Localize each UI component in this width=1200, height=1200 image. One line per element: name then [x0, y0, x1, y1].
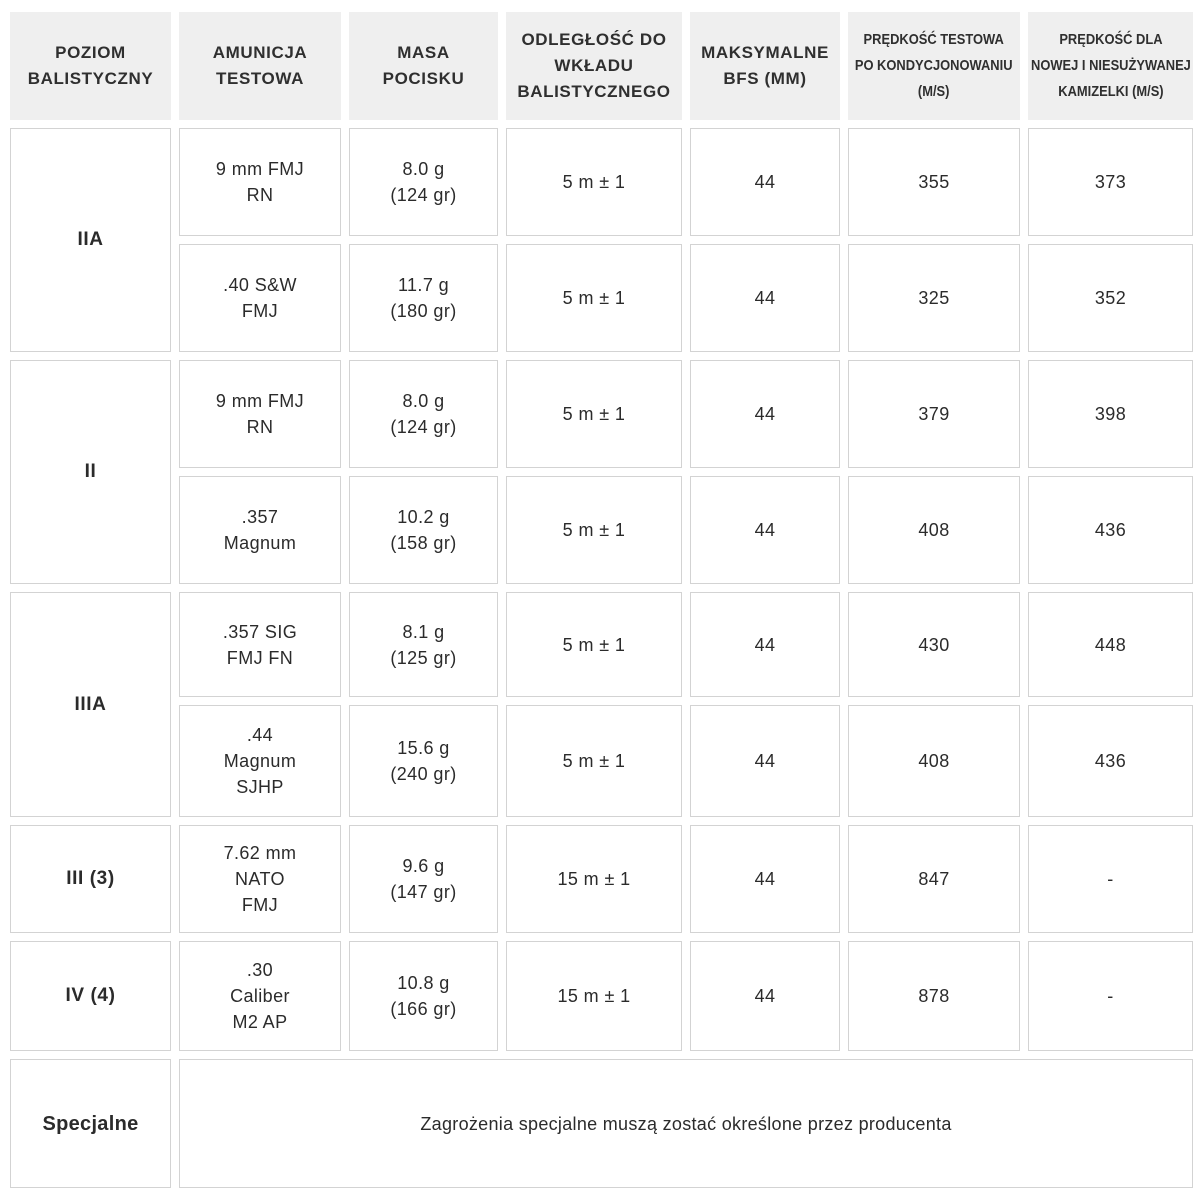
special-note-cell: Zagrożenia specjalne muszą zostać określone przez producenta — [179, 1059, 1193, 1188]
header-velocity-conditioned-line: (M/S) — [918, 83, 950, 100]
ammo-line: FMJ — [241, 301, 279, 321]
ammo-line: .40 S&W — [223, 275, 297, 295]
mass-line: (147 gr) — [390, 882, 457, 902]
mass-line: (158 gr) — [390, 533, 457, 553]
mass-line: (125 gr) — [390, 647, 457, 668]
ammo-line: 9 mm FMJ — [215, 391, 305, 411]
ammo-line: Magnum — [223, 751, 297, 771]
header-ballistic-level-line: BALISTYCZNY — [27, 69, 154, 88]
level-cell: IIIA — [10, 592, 171, 817]
mass-line: 8.0 g — [402, 391, 445, 411]
header-max-bfs — [690, 12, 840, 120]
header-ballistic-level — [10, 12, 171, 120]
mass-line: 10.2 g — [397, 507, 450, 527]
mass-lines — [390, 853, 456, 905]
mass-cell — [349, 705, 498, 817]
mass-line: 8.0 g — [402, 159, 445, 179]
ammo-line: .357 SIG — [222, 621, 298, 642]
distance-cell: 5 m ± 1 — [506, 592, 682, 697]
mass-lines — [390, 619, 456, 671]
distance-cell: 5 m ± 1 — [506, 360, 682, 468]
velocity-conditioned-cell: 325 — [848, 244, 1020, 352]
level-cell: IV (4) — [10, 941, 171, 1051]
bfs-cell: 44 — [690, 825, 840, 933]
velocity-conditioned-cell: 408 — [848, 476, 1020, 584]
velocity-conditioned-cell: 878 — [848, 941, 1020, 1051]
ammo-line: .30 — [246, 960, 274, 980]
bfs-cell: 44 — [690, 941, 840, 1051]
velocity-new-cell: 448 — [1028, 592, 1193, 697]
ammo-cell — [179, 941, 341, 1051]
special-level-cell: Specjalne — [10, 1059, 171, 1188]
ammo-cell — [179, 128, 341, 236]
mass-lines — [390, 970, 456, 1022]
distance-cell: 15 m ± 1 — [506, 941, 682, 1051]
header-velocity-new-vest-line: KAMIZELKI (M/S) — [1057, 83, 1164, 100]
header-velocity-conditioned-lines — [842, 27, 1025, 105]
ammo-line: 7.62 mm — [223, 843, 297, 863]
mass-line: 8.1 g — [402, 621, 445, 642]
ammo-cell — [179, 825, 341, 933]
header-test-ammunition-line: AMUNICJA — [212, 43, 308, 62]
header-distance-to-panel-line: BALISTYCZNEGO — [517, 82, 671, 101]
header-distance-to-panel-line: ODLEGŁOŚĆ DO — [521, 30, 667, 49]
header-ballistic-level-lines — [28, 40, 154, 92]
mass-line: (124 gr) — [390, 417, 457, 437]
mass-cell — [349, 941, 498, 1051]
ammo-cell — [179, 476, 341, 584]
velocity-conditioned-cell: 355 — [848, 128, 1020, 236]
ammo-lines — [223, 619, 297, 671]
ammo-lines — [216, 388, 304, 440]
distance-cell: 5 m ± 1 — [506, 244, 682, 352]
mass-line: (124 gr) — [390, 185, 457, 205]
header-test-ammunition-lines — [213, 40, 308, 92]
ammo-lines — [224, 840, 297, 918]
distance-cell: 5 m ± 1 — [506, 128, 682, 236]
header-bullet-mass-lines — [383, 40, 465, 92]
header-velocity-conditioned-line: PO KONDYCJONOWANIU — [855, 57, 1013, 74]
header-bullet-mass — [349, 12, 498, 120]
ammo-line: RN — [246, 417, 274, 437]
ammo-cell — [179, 244, 341, 352]
velocity-new-cell: 352 — [1028, 244, 1193, 352]
mass-cell — [349, 592, 498, 697]
ammo-line: Magnum — [223, 533, 297, 553]
mass-lines — [390, 156, 456, 208]
bfs-cell: 44 — [690, 244, 840, 352]
header-bullet-mass-line: POCISKU — [382, 69, 465, 88]
velocity-conditioned-cell: 379 — [848, 360, 1020, 468]
mass-line: 11.7 g — [397, 275, 450, 295]
ammo-cell — [179, 360, 341, 468]
ammo-cell — [179, 592, 341, 697]
velocity-new-cell: 436 — [1028, 476, 1193, 584]
level-cell: IIA — [10, 128, 171, 352]
bfs-cell: 44 — [690, 360, 840, 468]
mass-lines — [390, 504, 456, 556]
mass-lines — [390, 388, 456, 440]
header-velocity-new-vest-line: NOWEJ I NIESUŻYWANEJ — [1030, 57, 1191, 74]
distance-cell: 15 m ± 1 — [506, 825, 682, 933]
mass-lines — [390, 735, 456, 787]
header-distance-to-panel-line: WKŁADU — [554, 56, 634, 75]
velocity-conditioned-cell: 408 — [848, 705, 1020, 817]
header-velocity-new-vest-line: PRĘDKOŚĆ DLA — [1058, 31, 1163, 48]
mass-cell — [349, 128, 498, 236]
distance-cell: 5 m ± 1 — [506, 476, 682, 584]
header-bullet-mass-line: MASA — [397, 43, 450, 62]
mass-cell — [349, 360, 498, 468]
ammo-line: Caliber — [230, 986, 290, 1006]
header-test-ammunition-line: TESTOWA — [216, 69, 304, 88]
ammo-line: 9 mm FMJ — [215, 159, 305, 179]
ammo-line: .357 — [241, 507, 279, 527]
mass-line: (166 gr) — [390, 999, 457, 1019]
bfs-cell: 44 — [690, 128, 840, 236]
ballistic-levels-table — [10, 12, 1193, 1188]
velocity-new-cell: 398 — [1028, 360, 1193, 468]
header-max-bfs-line: MAKSYMALNE — [701, 43, 829, 62]
mass-line: (240 gr) — [390, 764, 457, 784]
header-max-bfs-lines — [701, 40, 829, 92]
ammo-line: FMJ FN — [226, 647, 294, 668]
header-test-ammunition — [179, 12, 341, 120]
ammo-lines — [230, 957, 290, 1035]
mass-cell — [349, 244, 498, 352]
header-distance-to-panel-lines — [517, 27, 670, 105]
mass-lines — [390, 272, 456, 324]
ammo-lines — [224, 504, 296, 556]
header-velocity-conditioned — [848, 12, 1020, 120]
ammo-line: RN — [246, 185, 274, 205]
ammo-line: M2 AP — [232, 1012, 288, 1032]
ammo-line: NATO — [235, 869, 285, 889]
mass-line: 9.6 g — [402, 856, 445, 876]
header-velocity-new-vest — [1028, 12, 1193, 120]
velocity-new-cell: - — [1028, 825, 1193, 933]
ammo-lines — [223, 272, 297, 324]
velocity-conditioned-cell: 847 — [848, 825, 1020, 933]
velocity-new-cell: 436 — [1028, 705, 1193, 817]
mass-line: 15.6 g — [397, 738, 450, 758]
bfs-cell: 44 — [690, 476, 840, 584]
header-velocity-conditioned-line: PRĘDKOŚĆ TESTOWA — [863, 31, 1005, 48]
header-distance-to-panel — [506, 12, 682, 120]
bfs-cell: 44 — [690, 592, 840, 697]
ammo-cell — [179, 705, 341, 817]
level-cell: II — [10, 360, 171, 584]
header-velocity-new-vest-lines — [1018, 27, 1200, 105]
level-cell: III (3) — [10, 825, 171, 933]
ammo-lines — [224, 722, 296, 800]
ammo-line: FMJ — [241, 895, 279, 915]
velocity-new-cell: - — [1028, 941, 1193, 1051]
header-max-bfs-line: BFS (MM) — [723, 69, 807, 88]
ammo-line: .44 — [246, 725, 274, 745]
distance-cell: 5 m ± 1 — [506, 705, 682, 817]
velocity-new-cell: 373 — [1028, 128, 1193, 236]
header-ballistic-level-line: POZIOM — [55, 43, 126, 62]
ammo-lines — [216, 156, 304, 208]
ammo-line: SJHP — [236, 777, 284, 797]
mass-line: 10.8 g — [397, 973, 450, 993]
mass-cell — [349, 825, 498, 933]
mass-cell — [349, 476, 498, 584]
velocity-conditioned-cell: 430 — [848, 592, 1020, 697]
bfs-cell: 44 — [690, 705, 840, 817]
mass-line: (180 gr) — [390, 301, 457, 321]
